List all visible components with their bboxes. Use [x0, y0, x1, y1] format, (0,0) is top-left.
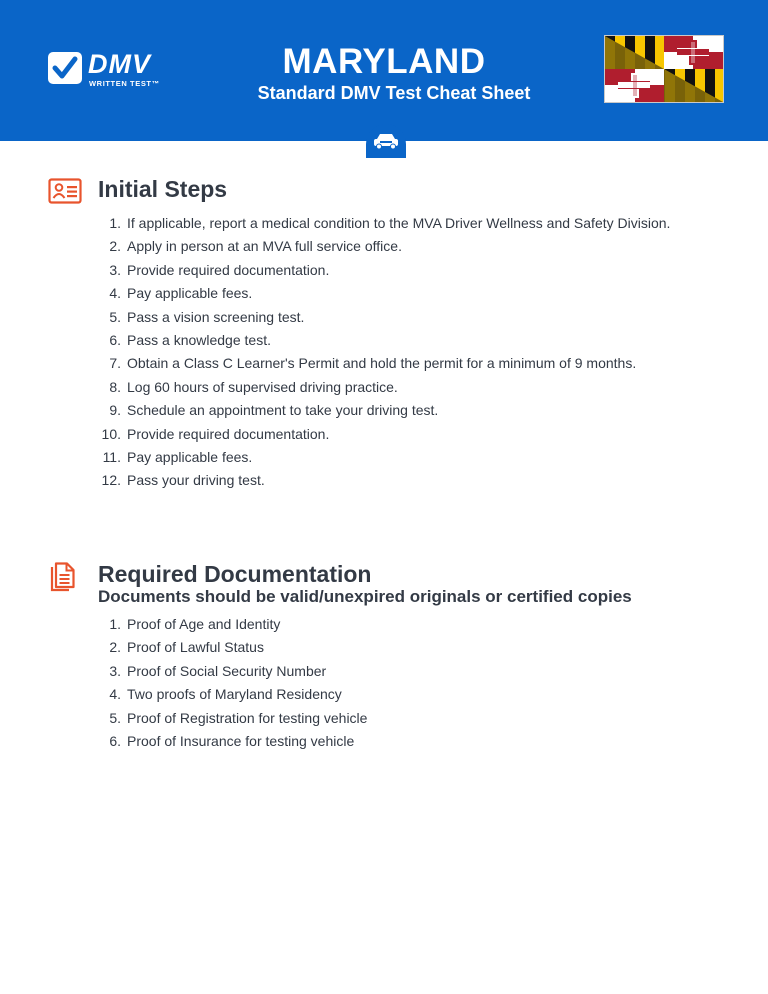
list-item: 1. Proof of Age and Identity	[109, 616, 281, 632]
page-title: MARYLAND	[282, 42, 486, 81]
section-title-initial-steps: Initial Steps	[98, 176, 228, 202]
list-item: 3. Provide required documentation.	[109, 261, 330, 278]
dmv-logo[interactable]	[48, 50, 188, 90]
list-item: 2. Proof of Lawful Status	[109, 639, 264, 656]
section-title-required-documentation: Required Documentation	[98, 561, 372, 587]
list-item: 5. Pass a vision screening test.	[109, 308, 305, 325]
list-item: 5. Proof of Registration for testing vehicle	[109, 709, 368, 726]
list-item: 4. Two proofs of Maryland Residency	[109, 686, 342, 703]
car-icon	[371, 132, 401, 150]
list-item: 8. Log 60 hours of supervised driving practice.	[109, 378, 398, 395]
documentation-list	[109, 613, 717, 753]
documents-icon	[50, 562, 76, 597]
list-item: 1. If applicable, report a medical condition to the MVA Driver Wellness and Safety Division.	[109, 215, 671, 231]
list-item: 2. Apply in person at an MVA full service office.	[109, 238, 402, 255]
header-banner	[0, 0, 768, 141]
list-item: 9. Schedule an appointment to take your driving test.	[109, 402, 439, 419]
car-badge	[366, 124, 406, 158]
list-item: 12. Pass your driving test.	[101, 472, 265, 489]
maryland-flag-icon	[604, 35, 724, 103]
list-item: 7. Obtain a Class C Learner's Permit and hold the permit for a minimum of 9 months.	[109, 355, 637, 372]
checkmark-icon	[48, 52, 82, 84]
page-subtitle: Standard DMV Test Cheat Sheet	[257, 83, 531, 103]
list-item: 4. Pay applicable fees.	[109, 285, 253, 302]
list-item: 6. Proof of Insurance for testing vehicle	[109, 733, 355, 750]
list-item: 10. Provide required documentation.	[101, 425, 330, 442]
list-item: 6. Pass a knowledge test.	[109, 332, 271, 349]
logo-subtext: WRITTEN TEST™	[89, 79, 160, 88]
logo-text: DMV	[88, 49, 151, 79]
list-item: 3. Proof of Social Security Number	[109, 662, 327, 679]
initial-steps-list	[101, 212, 717, 493]
list-item: 11. Pay applicable fees.	[102, 449, 253, 466]
id-card-icon	[48, 178, 82, 209]
section-subtitle: Documents should be valid/unexpired originals or certified copies	[98, 587, 632, 606]
